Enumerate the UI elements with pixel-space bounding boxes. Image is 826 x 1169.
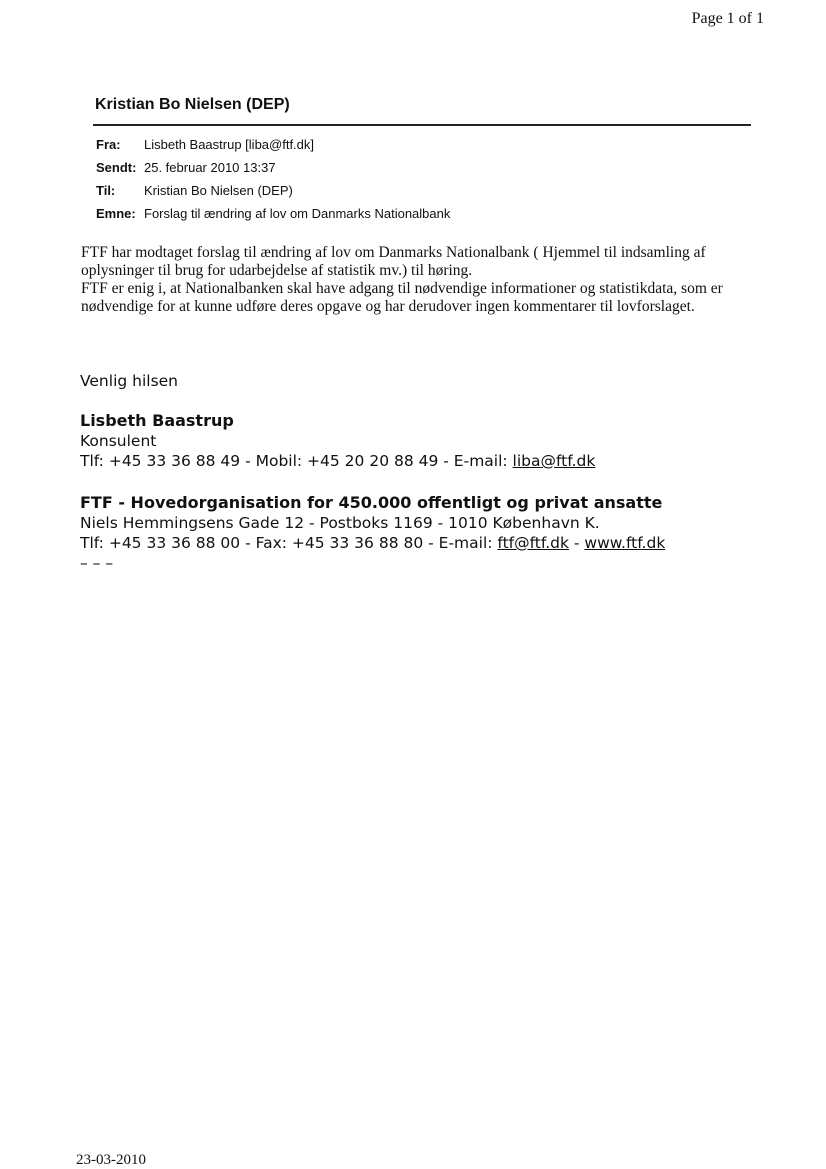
signature-dashes: – – – xyxy=(80,554,114,572)
from-value: Lisbeth Baastrup [liba@ftf.dk] xyxy=(144,137,315,152)
organization-website-link[interactable]: www.ftf.dk xyxy=(584,534,666,552)
sent-row xyxy=(96,160,746,175)
to-label: Til: xyxy=(96,183,116,198)
from-label: Fra: xyxy=(96,137,121,152)
organization-contact-text: Tlf: +45 33 36 88 00 - Fax: +45 33 36 88 80 - E-mail: xyxy=(80,534,498,552)
signature-email-link[interactable]: liba@ftf.dk xyxy=(512,452,596,470)
organization-contact xyxy=(80,533,780,553)
signature-title: Konsulent xyxy=(80,432,157,450)
mailbox-owner-title: Kristian Bo Nielsen (DEP) xyxy=(95,96,290,113)
to-row xyxy=(96,183,746,198)
signature-name: Lisbeth Baastrup xyxy=(80,411,234,430)
organization-address: Niels Hemmingsens Gade 12 - Postboks 1169 - 1010 København K. xyxy=(80,514,600,532)
organization-block xyxy=(80,493,780,573)
signature-block xyxy=(80,411,780,471)
page-number: Page 1 of 1 xyxy=(691,10,764,27)
sent-label: Sendt: xyxy=(96,160,137,175)
subject-value: Forslag til ændring af lov om Danmarks Nationalbank xyxy=(144,206,451,221)
footer-date: 23-03-2010 xyxy=(76,1152,146,1168)
header-divider xyxy=(93,124,751,126)
signature-contact xyxy=(80,451,780,471)
signature-contact-text: Tlf: +45 33 36 88 49 - Mobil: +45 20 20 88 49 - E-mail: xyxy=(80,452,513,470)
from-row xyxy=(96,137,746,152)
body-paragraph-2: FTF er enig i, at Nationalbanken skal have adgang til nødvendige informationer og statistikdata, som er nødvendige for at kunne udføre deres opgave og har derudover ingen kommentarer til lovforslaget. xyxy=(81,280,723,315)
organization-separator: - xyxy=(568,534,585,552)
organization-name: FTF - Hovedorganisation for 450.000 offentligt og privat ansatte xyxy=(80,493,663,512)
greeting: Venlig hilsen xyxy=(80,372,179,390)
subject-label: Emne: xyxy=(96,206,136,221)
subject-row xyxy=(96,206,746,221)
to-value: Kristian Bo Nielsen (DEP) xyxy=(144,183,293,198)
body-paragraph-1: FTF har modtaget forslag til ændring af lov om Danmarks Nationalbank ( Hjemmel til indsamling af oplysninger til brug for udarbejdelse af statistik mv.) til høring. xyxy=(81,244,706,279)
email-body xyxy=(81,244,771,316)
organization-email-link[interactable]: ftf@ftf.dk xyxy=(497,534,569,552)
sent-value: 25. februar 2010 13:37 xyxy=(144,160,276,175)
